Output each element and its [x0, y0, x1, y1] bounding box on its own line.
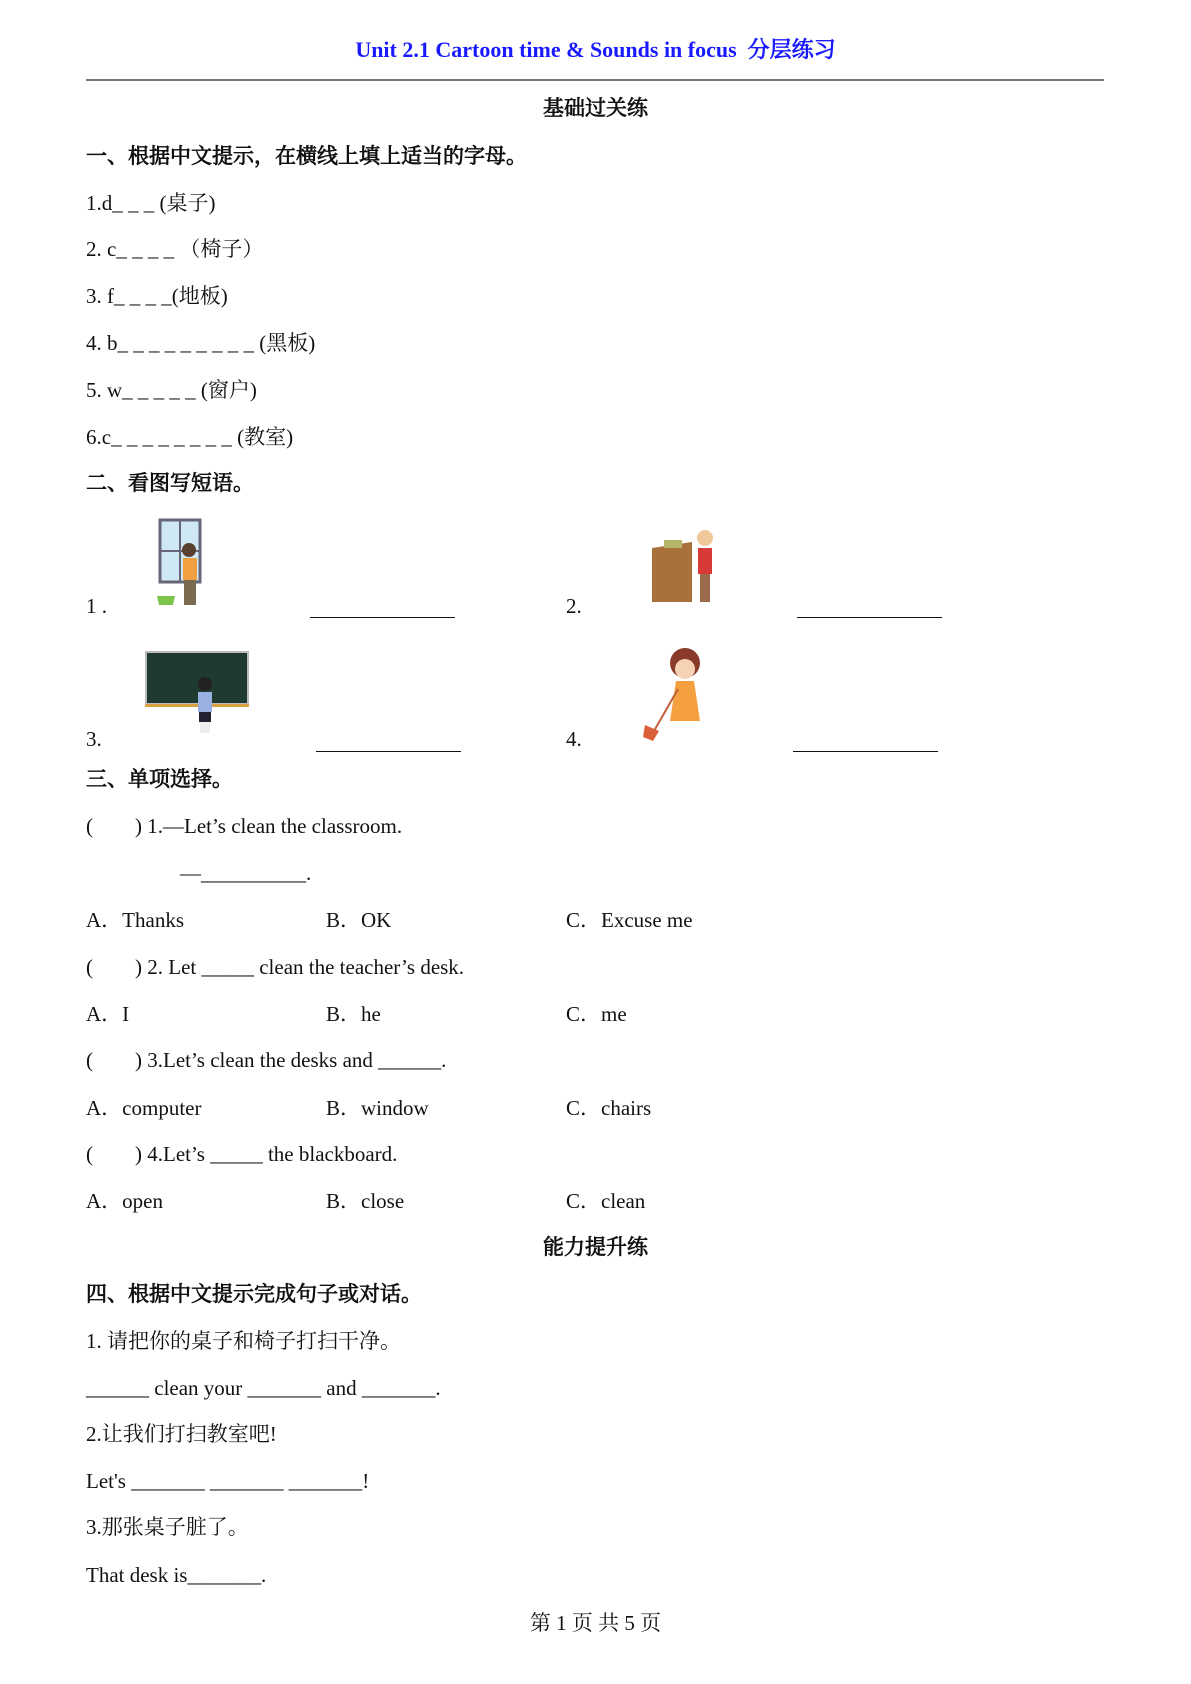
- option-c: C．me: [566, 1002, 627, 1026]
- boy-cleaning-desk-icon: [650, 528, 720, 606]
- section-basic-title: 基础过关练: [543, 96, 648, 120]
- part2-heading: 二、看图写短语。: [86, 471, 254, 495]
- option-c: C．Excuse me: [566, 908, 693, 932]
- part1-item: 4. b_ _ _ _ _ _ _ _ _ (黑板): [86, 331, 316, 355]
- part4-english: ______ clean your _______ and _______.: [86, 1376, 441, 1400]
- answer-line: [797, 617, 942, 618]
- answer-line: [310, 617, 455, 618]
- question-stem: ( ) 1.—Let’s clean the classroom.: [86, 814, 403, 838]
- option-b: B．close: [326, 1189, 405, 1213]
- document-title: Unit 2.1 Cartoon time & Sounds in focus 分层练习: [355, 37, 836, 62]
- question-stem-reply: —__________.: [180, 861, 312, 885]
- part1-item: 5. w_ _ _ _ _ (窗户): [86, 378, 257, 402]
- option-a: A．Thanks: [86, 908, 184, 932]
- option-a: A．computer: [86, 1096, 202, 1120]
- option-a: A．I: [86, 1002, 130, 1026]
- part1-item: 3. f_ _ _ _(地板): [86, 284, 228, 308]
- option-b: B．he: [326, 1002, 381, 1026]
- part3-heading: 三、单项选择。: [86, 767, 233, 791]
- question-stem: ( ) 2. Let _____ clean the teacher’s desk.: [86, 955, 465, 979]
- option-c: C．chairs: [566, 1096, 652, 1120]
- option-c: C．clean: [566, 1189, 646, 1213]
- part1-item: 1.d_ _ _ (桌子): [86, 191, 216, 215]
- section-advanced-title: 能力提升练: [543, 1235, 648, 1259]
- part4-chinese: 2.让我们打扫教室吧!: [86, 1422, 277, 1446]
- question-stem: ( ) 3.Let’s clean the desks and ______.: [86, 1048, 447, 1072]
- picture-number: 1 .: [86, 594, 107, 618]
- option-b: B．OK: [326, 908, 392, 932]
- part1-heading: 一、根据中文提示，在横线上填上适当的字母。: [86, 144, 527, 168]
- part1-item: 6.c_ _ _ _ _ _ _ _ (教室): [86, 425, 294, 449]
- part4-heading: 四、根据中文提示完成句子或对话。: [86, 1282, 422, 1306]
- part1-item: 2. c_ _ _ _ （椅子）: [86, 237, 264, 261]
- picture-number: 3.: [86, 727, 102, 751]
- header-divider: [86, 79, 1104, 81]
- part4-chinese: 1. 请把你的桌子和椅子打扫干净。: [86, 1329, 401, 1353]
- page-footer: 第 1 页 共 5 页: [529, 1611, 662, 1635]
- question-stem: ( ) 4.Let’s _____ the blackboard.: [86, 1142, 398, 1166]
- answer-line: [316, 751, 461, 752]
- picture-number: 2.: [566, 594, 582, 618]
- option-b: B．window: [326, 1096, 429, 1120]
- part4-english: Let's _______ _______ _______!: [86, 1469, 370, 1493]
- girl-sweeping-floor-icon: [640, 645, 715, 743]
- option-a: A．open: [86, 1189, 163, 1213]
- part4-english: That desk is_______.: [86, 1563, 267, 1587]
- answer-line: [793, 751, 938, 752]
- child-cleaning-blackboard-icon: [145, 650, 250, 735]
- part4-chinese: 3.那张桌子脏了。: [86, 1515, 249, 1539]
- boy-cleaning-window-icon: [155, 518, 217, 608]
- picture-number: 4.: [566, 727, 582, 751]
